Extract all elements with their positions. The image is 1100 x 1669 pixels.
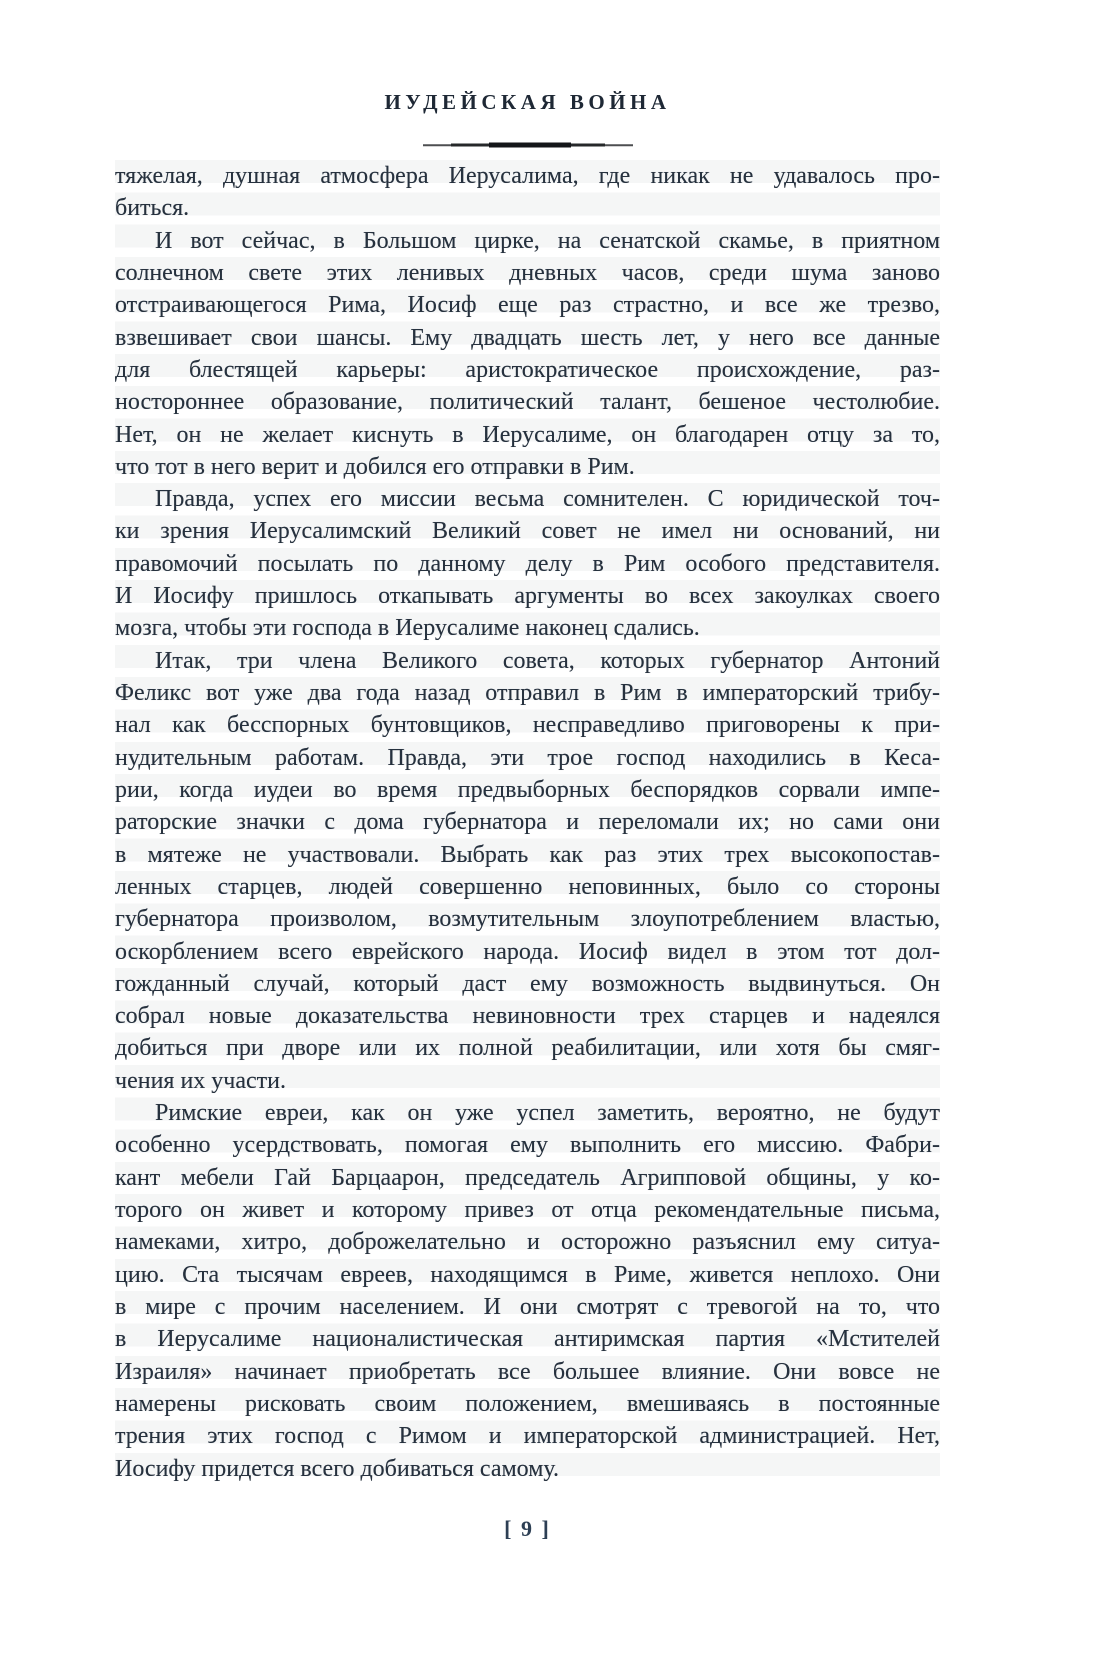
book-title-running-head: ИУДЕЙСКАЯ ВОЙНА <box>384 90 671 114</box>
text-line: нудительным работам. Правда, эти трое господ находились в Кеса- <box>115 744 940 771</box>
text-line: И Иосифу пришлось откапывать аргументы во всех закоулках своего <box>115 583 940 610</box>
text-line: Римские евреи, как он уже успел заметить, вероятно, не будут <box>155 1100 940 1127</box>
text-line: добиться при дворе или их полной реабилитации, или хотя бы смяг- <box>115 1035 940 1062</box>
text-line: Нет, он не желает киснуть в Иерусалиме, он благодарен отцу за то, <box>115 421 940 448</box>
text-line: намерены рисковать своим положением, вмешиваясь в постоянные <box>115 1390 940 1417</box>
text-line: ки зрения Иерусалимский Великий совет не имел ни оснований, ни <box>115 518 940 545</box>
body-text-block <box>115 160 940 1485</box>
text-line: ностороннее образование, политический талант, бешеное честолюбие. <box>115 389 940 416</box>
text-line: в Иерусалиме националистическая антиримская партия «Мстителей <box>115 1326 940 1353</box>
text-line: в мире с прочим населением. И они смотрят с тревогой на то, что <box>115 1293 940 1320</box>
text-line: трения этих господ с Римом и императорской администрацией. Нет, <box>115 1423 940 1450</box>
text-line: Иосифу придется всего добиваться самому. <box>115 1455 559 1482</box>
text-line: собрал новые доказательства невиновности трех старцев и надеялся <box>115 1003 940 1030</box>
text-line: взвешивает свои шансы. Ему двадцать шесть лет, у него все данные <box>115 324 940 351</box>
text-line: чения их участи. <box>115 1067 286 1094</box>
text-line: намеками, хитро, доброжелательно и осторожно разъяснил ему ситуа- <box>115 1229 940 1256</box>
text-line: отстраивающегося Рима, Иосиф еще раз страстно, и все же трезво, <box>115 292 940 319</box>
text-line: солнечном свете этих ленивых дневных часов, среди шума заново <box>115 259 940 286</box>
text-line: Правда, успех его миссии весьма сомнителен. С юридической точ- <box>155 486 940 513</box>
text-line: что тот в него верит и добился его отправки в Рим. <box>115 453 635 480</box>
text-line: для блестящей карьеры: аристократическое происхождение, раз- <box>115 356 940 383</box>
section-divider-rule <box>115 141 940 149</box>
text-line: мозга, чтобы эти господа в Иерусалиме наконец сдались. <box>115 615 700 642</box>
text-line: биться. <box>115 195 190 222</box>
text-line: Итак, три члена Великого совета, которых губернатор Антоний <box>155 647 940 674</box>
text-line: Феликс вот уже два года назад отправил в Рим в императорский трибу- <box>115 680 940 706</box>
text-line: Израиля» начинает приобретать все большее влияние. Они вовсе не <box>115 1358 940 1385</box>
text-line: гожданный случай, который даст ему возможность выдвинуться. Он <box>115 970 940 997</box>
rule-thick-segment <box>489 143 571 148</box>
text-line: И вот сейчас, в Большом цирке, на сенатской скамье, в приятном <box>155 227 940 254</box>
tapered-rule <box>423 141 633 149</box>
text-line: особенно усердствовать, помогая ему выполнить его миссию. Фабри- <box>115 1132 940 1159</box>
text-line: нал как бесспорных бунтовщиков, несправедливо приговорены к при- <box>115 712 940 739</box>
text-line: правомочий посылать по данному делу в Рим особого представителя. <box>115 550 940 577</box>
text-line: ленных старцев, людей совершенно неповинных, было со стороны <box>115 873 940 900</box>
text-line: в мятеже не участвовали. Выбрать как раз этих трех высокопостав- <box>115 841 940 868</box>
text-line: раторские значки с дома губернатора и переломали их; но сами они <box>115 809 940 836</box>
text-line: тяжелая, душная атмосфера Иерусалима, где никак не удавалось про- <box>115 163 940 189</box>
page-number: [ 9 ] <box>504 1516 551 1541</box>
text-line: оскорблением всего еврейского народа. Иосиф видел в этом тот дол- <box>115 938 940 965</box>
text-line: рии, когда иудеи во время предвыборных беспорядков сорвали импе- <box>115 776 940 803</box>
text-line: кант мебели Гай Барцаарон, председатель Агрипповой общины, у ко- <box>115 1164 940 1191</box>
text-line: губернатора произволом, возмутительным злоупотреблением властью, <box>115 906 940 933</box>
text-line: цию. Ста тысячам евреев, находящимся в Риме, живется неплохо. Они <box>115 1261 940 1288</box>
text-line: торого он живет и которому привез от отца рекомендательные письма, <box>115 1197 940 1223</box>
